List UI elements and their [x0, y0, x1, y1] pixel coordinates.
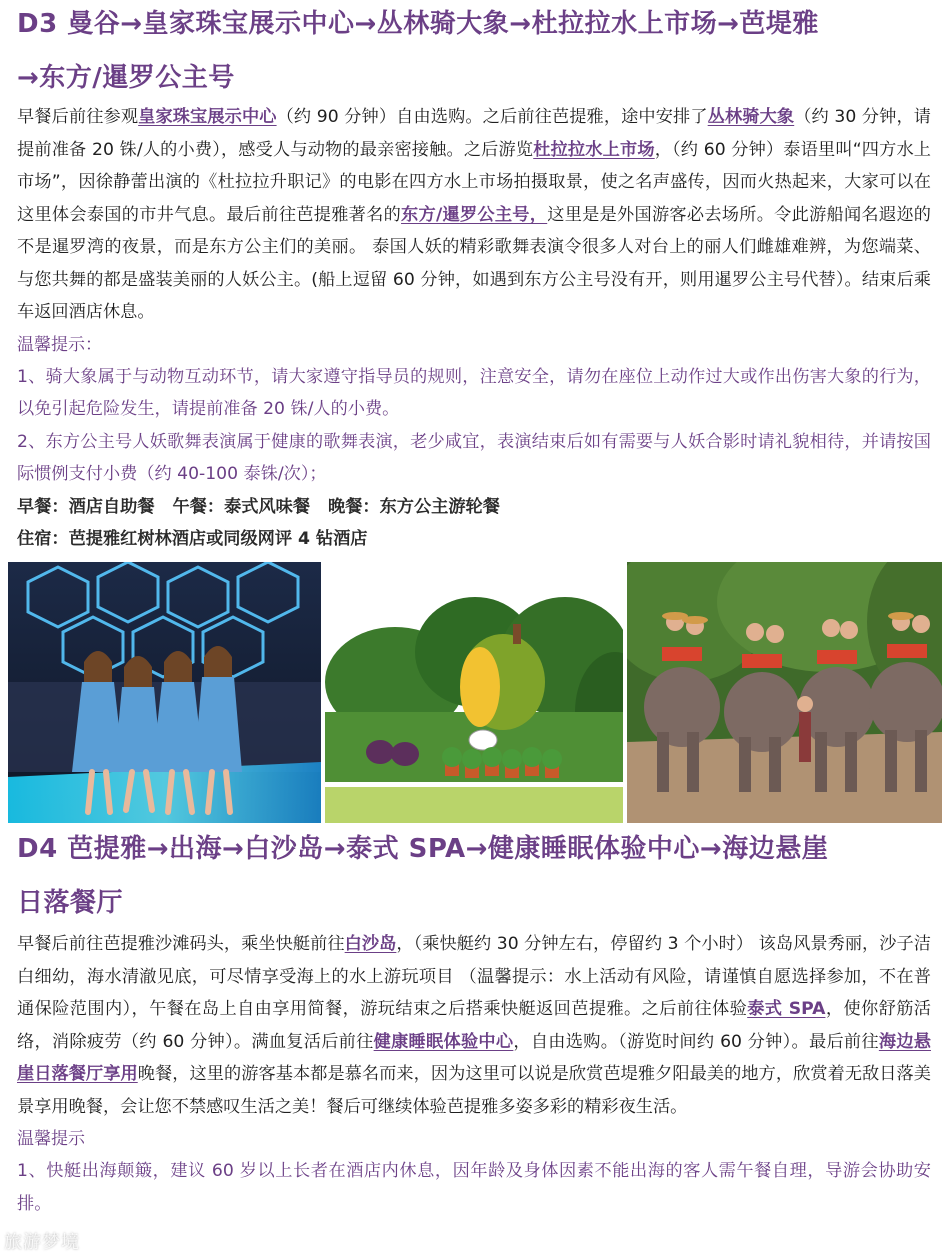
text-segment: ，使你舒筋活络，消除疲劳（约 60 分钟）。满血复活后前往: [17, 999, 931, 1052]
text-segment: 晚餐，这里的游客基本都是慕名而来，因为这里可以说是欣赏芭堤雅夕阳最美的地方，欣赏着无敌日落美景享用晚餐，会让您不禁感叹生活之美！餐后可继续体验芭提雅多姿多彩的精彩夜生活。: [17, 1064, 931, 1117]
keyword-sleep-center[interactable]: 健康睡眠体验中心: [373, 1031, 514, 1052]
d3-hotel: 住宿：芭提雅红树林酒店或同级网评 4 钻酒店: [17, 529, 368, 549]
d4-tip-1: 1、快艇出海颠簸，建议 60 岁以上长者在酒店内休息，因年龄及身体因素不能出海的客人需午餐自理，导游会协助安排。: [17, 1161, 931, 1214]
d4-title-line2: 日落餐厅: [17, 888, 124, 918]
d3-tip-1: 1、骑大象属于与动物互动环节，请大家遵守指导员的规则，注意安全，请勿在座位上动作过大或作出伤害大象的行为，以免引起危险发生，请提前准备 20 铢/人的小费。: [17, 366, 931, 419]
d3-body: [0, 101, 947, 556]
keyword-thai-spa[interactable]: 泰式 SPA: [747, 999, 826, 1019]
text-segment: ，自由选购。（游览时间约 60 分钟）。最后前往: [513, 1031, 879, 1052]
d3-meals: [0, 491, 947, 524]
d4-title: [0, 822, 947, 930]
watermark: 旅游梦境: [4, 1232, 80, 1253]
keyword-white-sand-island[interactable]: 白沙岛: [344, 934, 397, 954]
photo-durian-garden: [325, 562, 623, 823]
text-segment: （约 90 分钟）自由选购。之后前往芭提雅，途中安排了: [276, 107, 708, 127]
d3-description: [0, 101, 947, 329]
text-segment: 这里是是外国游客必去场所。令此游船闻名遐迩的不是暹罗湾的夜景，而是东方公主们的美丽。 泰国人妖的精彩歌舞表演令很多人对台上的丽人们雌雄难辨，为您端菜、与您共舞的都是盛装美丽的人妖公主。(船上逗留 60 分钟，如遇到东方公主号没有开，则用暹罗公主号代替）。结束后乘车返回酒店休息。: [17, 204, 931, 322]
lunch-info: 午餐：泰式风味餐: [172, 496, 311, 517]
dinner-info: 晚餐：东方公主游轮餐: [328, 496, 500, 517]
text-segment: ，（乘快艇约 30 分钟左右，停留约 3 个小时） 该岛风景秀丽，沙子洁白细幼，海水清澈见底，可尽情享受海上的水上游玩项目 （温馨提示：水上活动有风险，请谨慎自愿选择参加，不在普通保险范围内），午餐在岛上自由享用简餐，游玩结束之后搭乘快艇返回芭提雅。之后前往体验: [17, 934, 931, 1019]
text-segment: ，（约 60 分钟）泰语里叫“四方水上市场”，因徐静蕾出演的《杜拉拉升职记》的电影在四方水上市场拍摄取景，使之名声盛传，因而火热起来，大家可以在这里体会泰国的市井气息。最后前往芭提雅著名的: [17, 139, 931, 225]
text-segment: 早餐后前往参观: [17, 107, 139, 127]
breakfast-info: 早餐：酒店自助餐: [17, 496, 155, 517]
keyword-elephant-ride[interactable]: 丛林骑大象: [707, 107, 795, 127]
photo-elephant-ride: [627, 562, 942, 823]
d3-tips-heading: 温馨提示：: [17, 334, 102, 355]
d3-title-line1: D3 曼谷→皇家珠宝展示中心→丛林骑大象→杜拉拉水上市场→芭堤雅: [17, 9, 819, 39]
text-segment: 早餐后前往芭提雅沙滩码头，乘坐快艇前往: [17, 934, 345, 954]
photo-ladyboy-show: [8, 562, 321, 823]
d4-tips-heading: 温馨提示: [17, 1129, 85, 1149]
d4-title-line1: D4 芭提雅→出海→白沙岛→泰式 SPA→健康睡眠体验中心→海边悬崖: [17, 834, 829, 864]
keyword-cliff-restaurant[interactable]: 海边悬崖日落餐厅享用: [17, 1031, 931, 1084]
d3-title-line2: →东方/暹罗公主号: [17, 63, 235, 93]
d3-tip-2: 2、东方公主号人妖歌舞表演属于健康的歌舞表演，老少咸宜，表演结束后如有需要与人妖合影时请礼貌相待，并请按国际惯例支付小费（约 40-100 泰铢/次）；: [17, 431, 931, 484]
photo-strip: [8, 562, 942, 823]
keyword-princess-cruise[interactable]: 东方/暹罗公主号，: [401, 204, 548, 225]
d3-title: [0, 0, 947, 105]
text-segment: （约 30 分钟，请提前准备 20 铢/人的小费），感受人与动物的最亲密接触。之后游览: [17, 107, 931, 160]
d4-body: [0, 928, 947, 1220]
keyword-royal-jewelry-center[interactable]: 皇家珠宝展示中心: [138, 107, 277, 127]
d4-description: [0, 928, 947, 1123]
keyword-floating-market[interactable]: 杜拉拉水上市场: [533, 139, 655, 160]
